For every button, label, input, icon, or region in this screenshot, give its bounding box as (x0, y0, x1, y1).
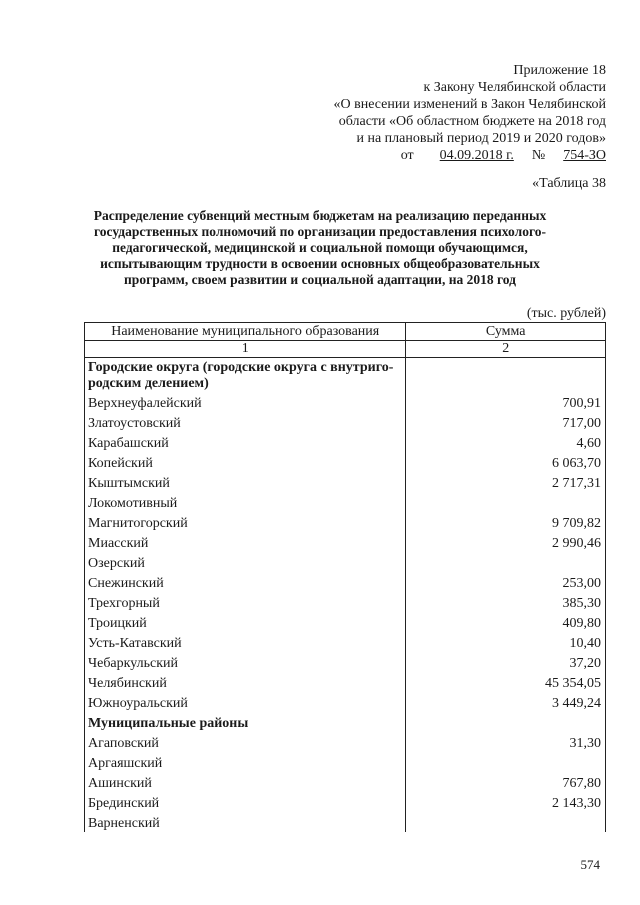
table-row (85, 472, 606, 492)
table-row (85, 792, 606, 812)
page-number: 574 (580, 857, 600, 872)
amount-cell: 767,80 (406, 772, 606, 792)
amount-cell (406, 812, 606, 832)
municipality-name: Агаповский (85, 732, 406, 752)
municipality-name: Троицкий (85, 612, 406, 632)
title-line: педагогической, медицинской и социальной помощи обучающимся, (112, 240, 528, 255)
municipality-name: Златоустовский (85, 412, 406, 432)
table-row (85, 632, 606, 652)
table-row (85, 812, 606, 832)
title-line: программ, своем развитии и социальной адаптации, на 2018 год (124, 272, 516, 287)
group-title-line: Городские округа (городские округа с внутриго- (88, 360, 394, 375)
group-title (85, 358, 406, 393)
municipality-name: Магнитогорский (85, 512, 406, 532)
table-row (85, 512, 606, 532)
municipality-name: Миасский (85, 532, 406, 552)
date-prefix: от (400, 148, 414, 163)
table-row (85, 652, 606, 672)
amount-cell: 45 354,05 (406, 672, 606, 692)
table-row (85, 432, 606, 452)
table-row (85, 772, 606, 792)
amount-cell: 409,80 (406, 612, 606, 632)
column-header-sum: Сумма (406, 323, 606, 341)
amount-cell: 385,30 (406, 592, 606, 612)
municipality-name: Копейский (85, 452, 406, 472)
amount-cell: 2 990,46 (406, 532, 606, 552)
group-title: Муниципальные районы (85, 712, 406, 732)
table-row (85, 412, 606, 432)
amount-cell: 4,60 (406, 432, 606, 452)
appendix-line: «О внесении изменений в Закон Челябинской (333, 97, 606, 112)
municipality-name: Челябинский (85, 672, 406, 692)
municipality-name: Снежинский (85, 572, 406, 592)
municipality-name: Озерский (85, 552, 406, 572)
municipality-name: Аргаяшский (85, 752, 406, 772)
subsidy-table (84, 322, 606, 832)
appendix-line: области «Об областном бюджете на 2018 год (338, 114, 606, 129)
amount-cell (406, 552, 606, 572)
municipality-name: Чебаркульский (85, 652, 406, 672)
amount-cell: 9 709,82 (406, 512, 606, 532)
table-header-row (85, 323, 606, 341)
column-header-name: Наименование муниципального образования (85, 323, 406, 341)
amount-cell: 31,30 (406, 732, 606, 752)
municipality-name: Кыштымский (85, 472, 406, 492)
municipality-name: Южноуральский (85, 692, 406, 712)
table-row (85, 612, 606, 632)
amount-cell: 2 143,30 (406, 792, 606, 812)
law-date-line (334, 147, 607, 164)
table-row (85, 552, 606, 572)
municipality-name: Локомотивный (85, 492, 406, 512)
amount-cell (406, 492, 606, 512)
appendix-line: Приложение 18 (513, 63, 606, 78)
amount-cell: 717,00 (406, 412, 606, 432)
group-row-municipal-districts (85, 712, 606, 732)
municipality-name: Варненский (85, 812, 406, 832)
amount-cell (406, 752, 606, 772)
number-sign: № (531, 148, 546, 163)
table-label: «Таблица 38 (532, 176, 606, 191)
table-row (85, 592, 606, 612)
municipality-name: Верхнеуфалейский (85, 392, 406, 412)
document-title (80, 208, 560, 288)
table-body (85, 358, 606, 833)
table-row (85, 392, 606, 412)
law-number: 754-ЗО (563, 148, 606, 163)
table-row (85, 492, 606, 512)
group-value (406, 358, 606, 393)
municipality-name: Трехгорный (85, 592, 406, 612)
municipality-name: Ашинский (85, 772, 406, 792)
title-line: Распределение субвенций местным бюджетам на реализацию переданных (93, 208, 547, 223)
column-number: 2 (406, 341, 606, 358)
table-row (85, 732, 606, 752)
column-number: 1 (85, 341, 406, 358)
amount-cell: 10,40 (406, 632, 606, 652)
group-value (406, 712, 606, 732)
appendix-line: и на плановый период 2019 и 2020 годов» (356, 131, 606, 146)
units-label: (тыс. рублей) (526, 306, 606, 321)
amount-cell: 2 717,31 (406, 472, 606, 492)
title-line: испытывающим трудности в освоении основных общеобразовательных (100, 256, 540, 271)
column-number-row (85, 341, 606, 358)
table-row (85, 672, 606, 692)
amount-cell: 700,91 (406, 392, 606, 412)
municipality-name: Карабашский (85, 432, 406, 452)
table-row (85, 752, 606, 772)
appendix-header (334, 62, 607, 164)
table-row (85, 692, 606, 712)
amount-cell: 37,20 (406, 652, 606, 672)
table-row (85, 452, 606, 472)
amount-cell: 6 063,70 (406, 452, 606, 472)
table-row (85, 532, 606, 552)
law-date: 04.09.2018 г. (439, 148, 514, 163)
municipality-name: Усть-Катавский (85, 632, 406, 652)
municipality-name: Брединский (85, 792, 406, 812)
group-title-line: родским делением) (88, 376, 209, 391)
appendix-line: к Закону Челябинской области (423, 80, 606, 95)
amount-cell: 253,00 (406, 572, 606, 592)
amount-cell: 3 449,24 (406, 692, 606, 712)
group-row-city-districts (85, 358, 606, 393)
table-row (85, 572, 606, 592)
title-line: государственных полномочий по организации предоставления психолого- (94, 224, 546, 239)
